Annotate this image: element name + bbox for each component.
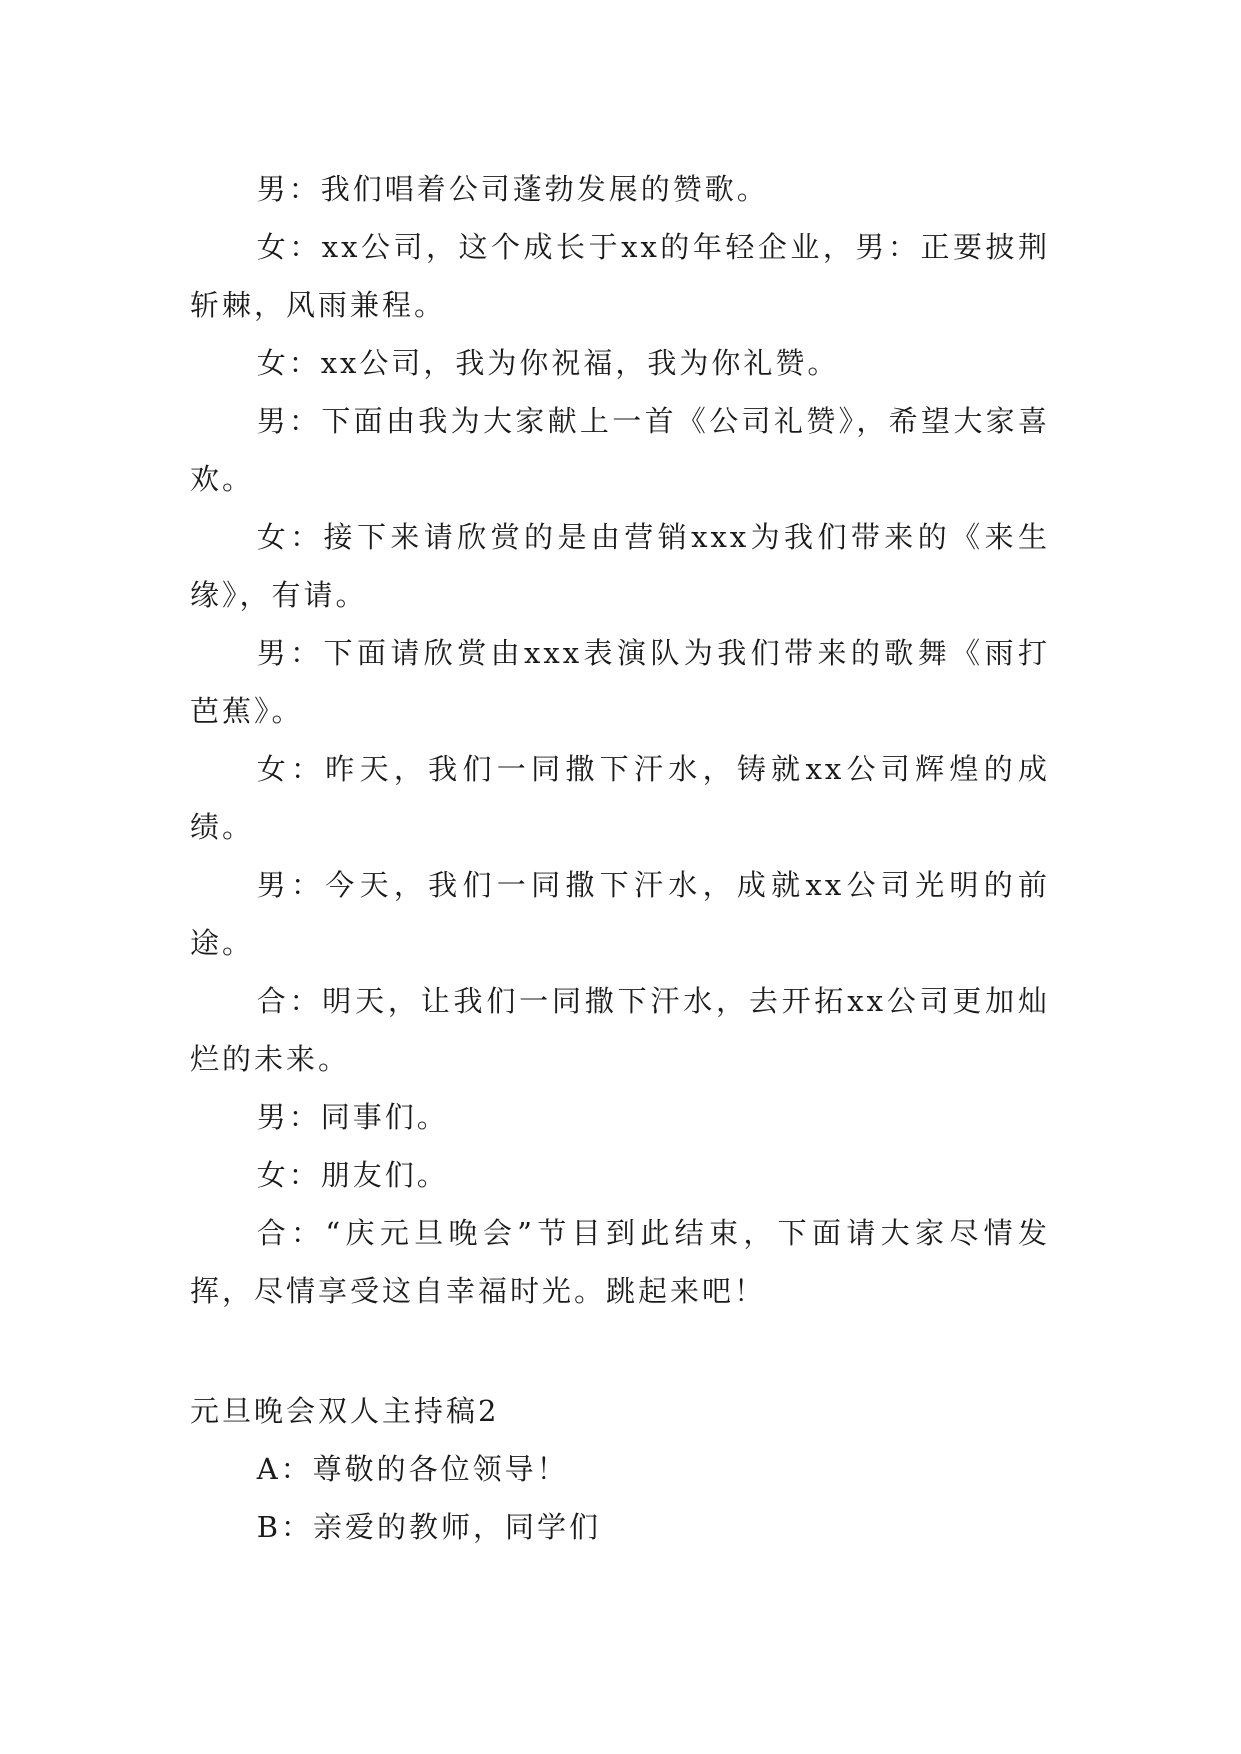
script-line: 男：同事们。 [256, 1100, 449, 1134]
document-body [190, 160, 1050, 1556]
script-line: A：尊敬的各位领导！ [256, 1452, 569, 1486]
script-line: 男：今天，我们一同撒下汗水，成就xx公司光明的前途。 [190, 868, 1050, 960]
script-line: 女：接下来请欣赏的是由营销xxx为我们带来的《来生缘》，有请。 [190, 520, 1050, 612]
script-line: 合：“庆元旦晚会”节目到此结束，下面请大家尽情发挥，尽情享受这自幸福时光。跳起来吧！ [190, 1216, 1050, 1308]
script-line: 男：我们唱着公司蓬勃发展的赞歌。 [256, 172, 769, 206]
script-line: 男：下面请欣赏由xxx表演队为我们带来的歌舞《雨打芭蕉》。 [190, 636, 1050, 728]
script-line: B：亲爱的教师，同学们 [256, 1510, 601, 1544]
script-line: 女：xx公司，这个成长于xx的年轻企业，男：正要披荆斩棘，风雨兼程。 [190, 230, 1050, 322]
script-line: 男：下面由我为大家献上一首《公司礼赞》，希望大家喜欢。 [190, 404, 1050, 496]
script-line: 女：昨天，我们一同撒下汗水，铸就xx公司辉煌的成绩。 [190, 752, 1050, 844]
script-line: 合：明天，让我们一同撒下汗水，去开拓xx公司更加灿烂的未来。 [190, 984, 1050, 1076]
section-heading: 元旦晚会双人主持稿2 [190, 1394, 500, 1428]
script-line: 女：朋友们。 [256, 1158, 449, 1192]
script-line: 女：xx公司，我为你祝福，我为你礼赞。 [256, 346, 840, 380]
